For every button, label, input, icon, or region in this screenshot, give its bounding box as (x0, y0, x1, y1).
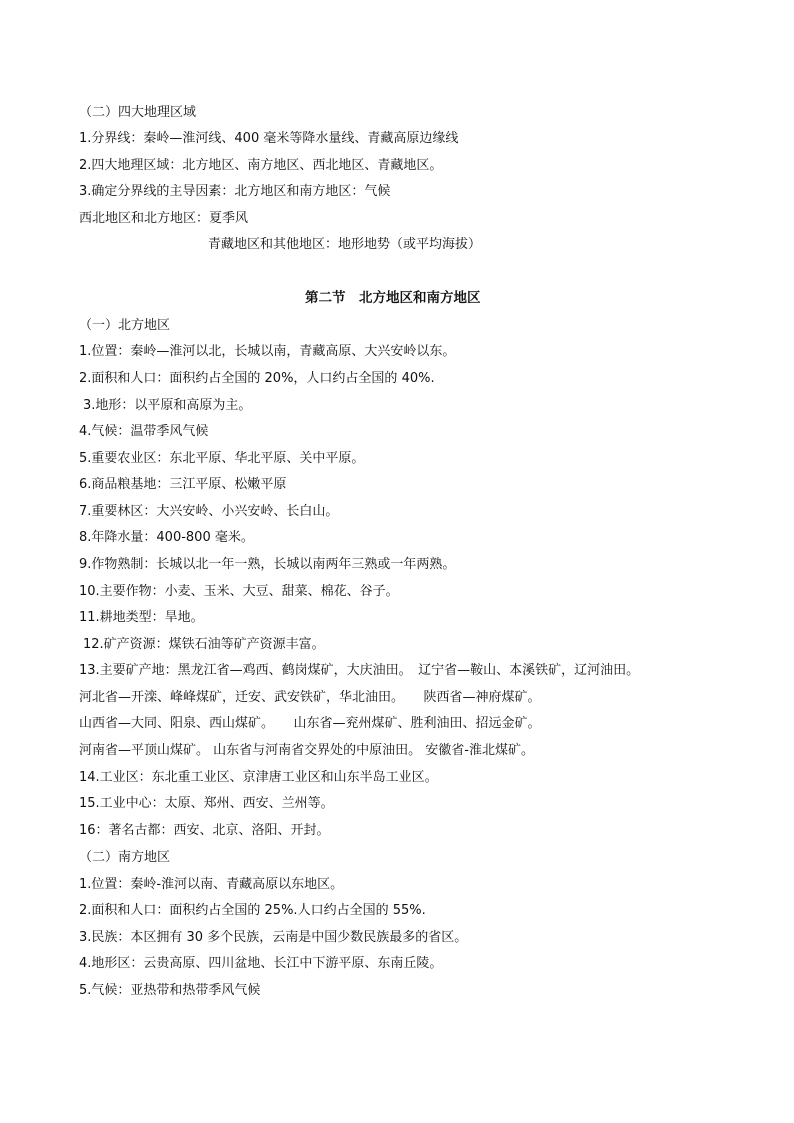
north-line-9: 9.作物熟制：长城以北一年一熟，长城以南两年三熟或一年两熟。 (79, 557, 456, 572)
north-line-4: 4.气候：温带季风气候 (79, 424, 209, 439)
region-line-3: 3.确定分界线的主导因素：北方地区和南方地区：气候 (79, 184, 391, 199)
region-line-2: 2.四大地理区域：北方地区、南方地区、西北地区、青藏地区。 (79, 158, 443, 173)
section-title: 第二节 北方地区和南方地区 (305, 290, 481, 306)
north-heading: （一）北方地区 (79, 318, 171, 333)
north-line-13: 13.主要矿产地：黑龙江省—鸡西、鹤岗煤矿，大庆油田。 辽宁省—鞍山、本溪铁矿，辽河油田。 (79, 663, 640, 678)
north-line-12: 12.矿产资源：煤铁石油等矿产资源丰富。 (83, 637, 325, 652)
north-line-17: 14.工业区：东北重工业区、京津唐工业区和山东半岛工业区。 (79, 770, 438, 785)
north-line-3: 3.地形：以平原和高原为主。 (83, 398, 252, 413)
north-line-2: 2.面积和人口：面积约占全国的 20%，人口约占全国的 40%. (79, 371, 435, 386)
south-line-1: 1.位置：秦岭-淮河以南、青藏高原以东地区。 (79, 877, 344, 892)
north-line-19: 16：著名古都：西安、北京、洛阳、开封。 (79, 823, 330, 838)
north-line-8: 8.年降水量：400-800 毫米。 (79, 530, 254, 545)
south-line-2: 2.面积和人口：面积约占全国的 25%.人口约占全国的 55%. (79, 903, 426, 918)
north-line-14: 河北省—开滦、峰峰煤矿，迁安、武安铁矿，华北油田。 陕西省—神府煤矿。 (79, 690, 541, 705)
north-line-15: 山西省—大同、阳泉、西山煤矿。 山东省—兖州煤矿、胜利油田、招远金矿。 (79, 716, 541, 731)
north-line-5: 5.重要农业区：东北平原、华北平原、关中平原。 (79, 451, 365, 466)
south-line-5: 5.气候：亚热带和热带季风气候 (79, 983, 261, 998)
north-line-11: 11.耕地类型：旱地。 (79, 610, 204, 625)
region-line-4: 西北地区和北方地区：夏季风 (79, 211, 249, 226)
south-line-3: 3.民族：本区拥有 30 多个民族，云南是中国少数民族最多的省区。 (79, 930, 468, 945)
north-line-18: 15.工业中心：太原、郑州、西安、兰州等。 (79, 796, 334, 811)
north-line-7: 7.重要林区：大兴安岭、小兴安岭、长白山。 (79, 504, 339, 519)
north-line-10: 10.主要作物：小麦、玉米、大豆、甜菜、棉花、谷子。 (79, 584, 399, 599)
region-line-5: 青藏地区和其他地区：地形地势（或平均海拔） (208, 237, 482, 252)
region-line-1: 1.分界线：秦岭—淮河线、400 毫米等降水量线、青藏高原边缘线 (79, 131, 459, 146)
north-line-1: 1.位置：秦岭—淮河以北，长城以南，青藏高原、大兴安岭以东。 (79, 344, 456, 359)
region-section-heading: （二）四大地理区域 (79, 105, 197, 120)
north-line-6: 6.商品粮基地：三江平原、松嫩平原 (79, 477, 287, 492)
north-line-16: 河南省—平顶山煤矿。 山东省与河南省交界处的中原油田。 安徽省-淮北煤矿。 (79, 743, 534, 758)
south-line-4: 4.地形区：云贵高原、四川盆地、长江中下游平原、东南丘陵。 (79, 956, 443, 971)
south-heading: （二）南方地区 (79, 850, 171, 865)
